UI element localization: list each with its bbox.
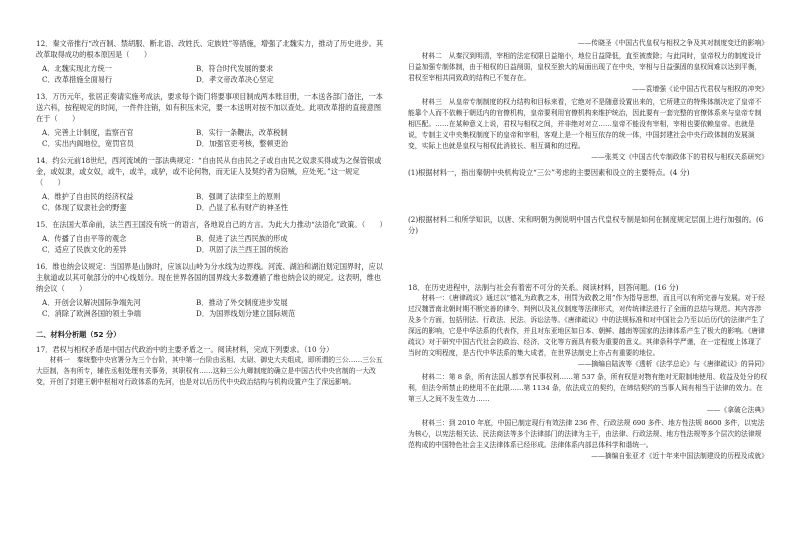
option-a[interactable]: A．北魏实现北方统一 — [42, 64, 112, 73]
source-citation: ——摘编自张亚才《近十年来中国法制建设的历程及成就》 — [591, 452, 768, 460]
question-13-stem: 13．万历元年，张居正奏请实施考成法，要求每个衙门将要事项目制成两本账目册，一本送各部门备注，一本送六科，按程规定的时间，一件件注销，如有积压未完，要一本送明对按不加以查处。此项改革措的直接意图在于（ ） — [36, 92, 383, 123]
question-14-options — [36, 191, 384, 213]
option-a[interactable]: A．开创会议解决国际争端先河 — [42, 298, 141, 307]
sub-question-2: (2)根据材料二和所学知识，以唐、宋和明朝为例说明中国古代皇权专制是如何在制度规定层面上进行加强的。(6 分) — [408, 215, 764, 235]
source-citation: ——张英文《中国古代专制政体下的君权与相权关系研究》 — [591, 153, 768, 161]
material-paragraph: 材料二 从秦汉到明清，宰相的法定权限日益缩小，地位日益降低，直至被废除；与此同时，皇帝权力的制度设计日益加强专制体制，由于相权的日益削弱，皇权至独大的局面出现了在中央，宰相与日益强固的皇权间难以达到平衡，君权至宰相共同致政的结构已不复存在。 — [408, 52, 762, 82]
option-d[interactable]: D．巩固了法兰西王国的统治 — [196, 245, 289, 254]
question-12-options — [36, 63, 384, 85]
option-b[interactable]: B．符合时代发展的要求 — [196, 64, 274, 73]
material-paragraph: 材料一：《唐律疏议》通过以“德礼为政教之本，刑罚为政教之用”作为指导思想，而且可以有所完善与发展。对于经过汉魏晋南北朝时期不断完善的律令、判例以及礼仪制度等法律形式，对传统律法进行了全面的总结与规范。其内容涉及多个方面，包括刑法、行政法、民法、诉讼法等。《唐律疏议》中的法规标准和对中国社会乃至以后历代的法律产生了深远的影响，它是中华法系的代表作，并且对东亚地区如日本、朝鲜、越南等国家的法律体系产生了极大的影响。《唐律疏议》对于研究中国古代社会的政治、经济、文化等方面具有极为重要的意义。其律条科学严谨，在一定程度上体现了当时的文明程度，是古代中华法系的集大成者，在世界法制史上亦占有重要的地位。 — [408, 294, 765, 357]
option-b[interactable]: B．推动了外交制度进步发展 — [196, 298, 288, 307]
left-column — [36, 38, 387, 388]
option-d[interactable]: D．孝文帝改革决心坚定 — [196, 75, 274, 84]
question-14-stem: 14．约公元前18世纪，西河流域的一部法典规定：“自由民从自由民之子或自由民之奴隶买得或为之保管银或金，或奴隶，或女奴，或牛，或羊，或驴，或不论何物，而无证人及契约者为窃贼，应处死。”这一规定（ ） — [36, 156, 382, 187]
option-c[interactable]: C．改革措施全面易行 — [42, 75, 113, 84]
option-d[interactable]: D．凸显了私有财产的神圣性 — [196, 203, 289, 212]
option-a[interactable]: A．传播了自由平等的观念 — [42, 234, 127, 243]
material-paragraph: 材料三：到 2010 年底，中国已制定现行有效法律 236 件、行政法规 690 多件、地方性法规 8600 多件，以宪法为核心，以宪法相关法、民法商法等多个法律部门的法律为主干，由法律、行政法规、地方性法规等多个层次的法律规范构成的中国特色社会主义法律体系已经形成。法律体系内部总体科学和谐统一。 — [408, 419, 765, 449]
answer-space[interactable] — [408, 236, 768, 278]
material-paragraph: 材料二：第 8 条，所有法国人都享有民事权利……第 537 条，所有权是对物有绝对无限制地使用、收益及处分的权利，但法令所禁止的使用不在此限……第 1134 条，依法成立的契约，在缔结契约的当事人间有相当于法律的效力。在第三人之间不发生效力…… — [408, 373, 767, 403]
sub-question-1: (1)根据材料一，指出秦朝中央机构设立“三公”考虑的主要因素和设立的主要特点。(4 分) — [408, 168, 690, 177]
source-citation: ——袁增强《论中国古代君权与相权的冲突》 — [632, 85, 768, 93]
option-b[interactable]: B．实行一条鞭法，改革税制 — [196, 128, 288, 137]
option-d[interactable]: D．为国界线划分建立国际规范 — [196, 309, 296, 318]
option-d[interactable]: D．加强官吏考核，整顿吏治 — [196, 139, 289, 148]
option-c[interactable]: C．实出内阁地位，宽罚官员 — [42, 139, 134, 148]
option-a[interactable]: A．完善上计制度，监察百官 — [42, 128, 134, 137]
section-heading: 二、材料分析题（52 分） — [36, 330, 121, 339]
source-citation: ——传晓圣《中国古代皇权与相权之争及其对制度变迁的影响》 — [577, 39, 768, 47]
question-15-stem: 15．在法国大革命前，法兰西王国没有统一的语言，各地说自己的方言。为此大力推动“法语化”政策。（ ） — [36, 220, 387, 229]
question-16-stem: 16．维也纳会议规定：当国界是山脉时，应该以山岭为分水线为边界线。河流、湖泊和湖泊划定国界时，应以主航道或以其可航部分的中心线划分。现在世界各国的国界线大多数遵循了维也纳会议的规定。这表明，维也纳会议（ ） — [36, 262, 383, 293]
answer-space[interactable] — [408, 178, 768, 210]
question-17-stem: 17．君权与相权矛盾是中国古代政治中的主要矛盾之一。阅读材料，完成下列要求。（10 分） — [36, 345, 334, 354]
material-paragraph: 材料一 秦统整中央官署分为三个台阶，其中第一台阶由丞相、太尉、御史大夫组成，即所谓的三公……三公五大臣制，各有所专，辅佐丞相处理有关事务，其职权有……这种三公九卿制度的确立是中国古代中央官制的一大改变，开创了封建王朝中枢相对行政体系的先河，也是对以后历代中央政治结构与机构设置产生了深远影响。 — [36, 356, 383, 386]
material-paragraph: 材料三 从皇帝专制制度的权力结构和目标来看，它绝对不是随意设置出来的，它所建立的特殊体制决定了皇帝不能靠个人而不依赖于朝廷内的官僚机构，皇帝要利用官僚机构来维护统治，因此要有一套完整的官僚体系来与皇帝专制相匹配。……在某种意义上说，君权与相权之间，并非绝对对立……皇帝不能没有宰相，宰相也要依赖皇帝。也就是说，专制主义中央集权制度下的皇帝和宰相，客观上是一个相互依存的统一体，中国封建社会中央行政体制的发展演变，实际上也就是皇权与相权此消彼长、相互调和的过程。 — [408, 98, 762, 150]
option-c[interactable]: C．体现了奴隶社会的野蛮 — [42, 203, 127, 212]
question-15-options — [36, 233, 384, 255]
right-column — [408, 38, 768, 464]
question-13-options — [36, 127, 384, 149]
question-18-stem: 18．在历史进程中，法制与社会有着密不可分的关系。阅读材料，回答问题。(16 分) — [408, 283, 679, 292]
option-a[interactable]: A．维护了自由民的经济权益 — [42, 192, 134, 201]
option-c[interactable]: C．消除了欧洲各国的领土争端 — [42, 309, 141, 318]
source-citation: ——《拿破仑法典》 — [706, 406, 768, 414]
source-citation: ——摘编自陆波等《透析《法学总论》与《唐律疏议》的异同》 — [577, 360, 768, 368]
option-b[interactable]: B．促进了法兰西民族的形成 — [196, 234, 288, 243]
question-16-options — [36, 297, 384, 319]
option-c[interactable]: C．适应了民族文化的差异 — [42, 245, 127, 254]
option-b[interactable]: B．强调了法律至上的原则 — [196, 192, 281, 201]
question-12-stem: 12．秦文帝推行“改百制、禁胡服、断北语、改姓氏、定族姓”等措施，增强了北魏实力，推动了历史进步。其改革取得成功的根本原因是（ ） — [36, 39, 384, 59]
